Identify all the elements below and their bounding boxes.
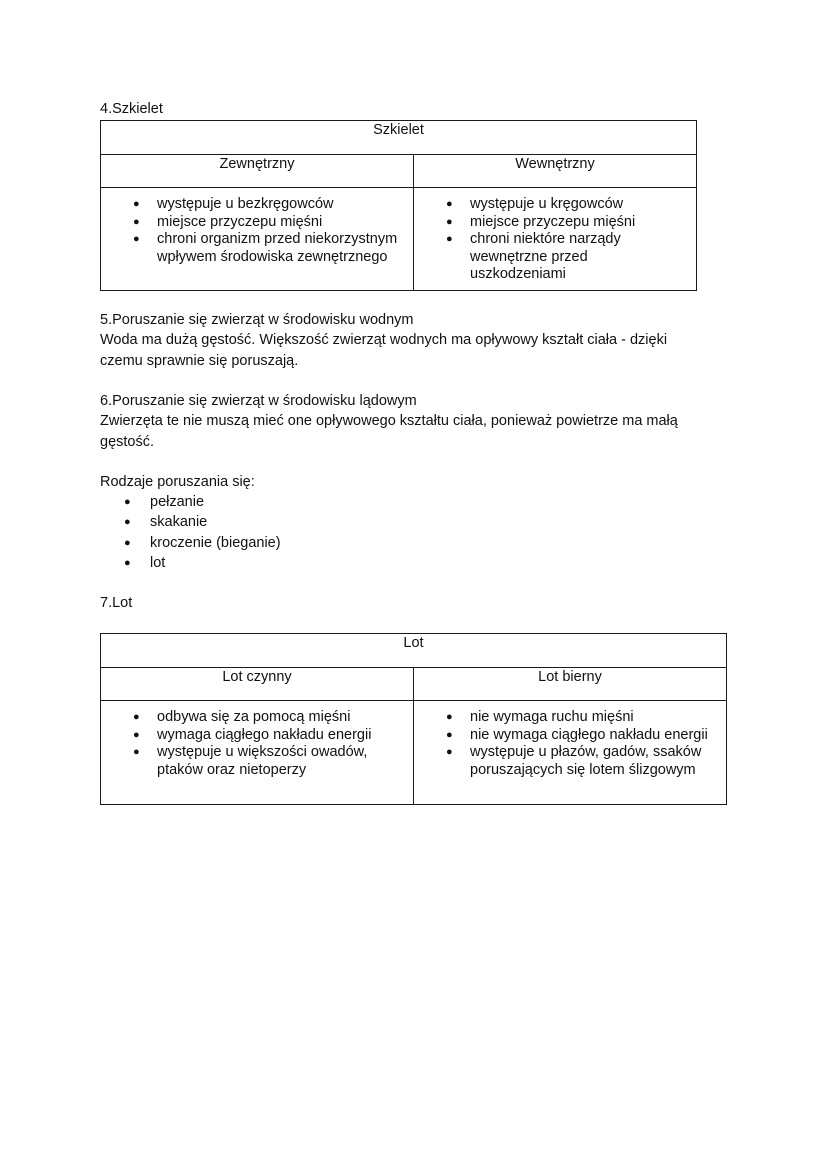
skeleton-col-external-header: Zewnętrzny — [101, 155, 414, 188]
flight-active-cell — [101, 701, 414, 805]
list-item: ● nie wymaga ruchu mięśni — [446, 709, 634, 725]
flight-col-active-header: Lot czynny — [101, 668, 414, 701]
list-item: ● występuje u płazów, gadów, ssaków poruszających się lotem ślizgowym — [446, 744, 702, 778]
list-item: ● miejsce przyczepu mięśni — [133, 213, 323, 230]
list-item: ● skakanie — [124, 514, 208, 531]
skeleton-internal-list — [420, 196, 690, 284]
skeleton-table — [100, 120, 697, 291]
list-item: ● nie wymaga ciągłego nakładu energii — [446, 726, 708, 743]
skeleton-external-cell — [101, 188, 414, 291]
list-item: ● miejsce przyczepu mięśni — [446, 213, 636, 230]
list-item: ● odbywa się za pomocą mięśni — [133, 709, 351, 725]
skeleton-internal-cell — [414, 188, 697, 291]
list-item: ● występuje u większości owadów, ptaków oraz nietoperzy — [133, 744, 368, 778]
skeleton-external-list — [107, 196, 407, 266]
skeleton-table-title: Szkielet — [101, 121, 697, 155]
flight-table — [100, 633, 727, 805]
movement-types-title: Rodzaje poruszania się: — [100, 474, 255, 490]
list-item: ● pełzanie — [124, 494, 205, 510]
flight-table-title: Lot — [101, 634, 727, 668]
list-item: ● lot — [124, 554, 166, 571]
flight-passive-list — [420, 709, 720, 779]
list-item: ● chroni organizm przed niekorzystnym wpływem środowiska zewnętrznego — [133, 231, 398, 265]
section-7-heading: 7.Lot — [100, 595, 133, 611]
section-5-text: Woda ma dużą gęstość. Większość zwierząt wodnych ma opływowy kształt ciała - dzięki czemu sprawnie się poruszają. — [100, 332, 668, 369]
list-item: ● występuje u kręgowców — [446, 196, 624, 212]
list-item: ● kroczenie (bieganie) — [124, 534, 281, 551]
list-item: ● wymaga ciągłego nakładu energii — [133, 726, 372, 743]
skeleton-col-internal-header: Wewnętrzny — [414, 155, 697, 188]
section-6-heading: 6.Poruszanie się zwierząt w środowisku lądowym — [100, 393, 417, 409]
flight-passive-cell — [414, 701, 727, 805]
section-6-text: Zwierzęta te nie muszą mieć one opływowego kształtu ciała, ponieważ powietrze ma małą gęstość. — [100, 413, 678, 450]
section-4-heading: 4.Szkielet — [100, 101, 163, 117]
section-5-heading: 5.Poruszanie się zwierząt w środowisku wodnym — [100, 312, 414, 328]
list-item: ● występuje u bezkręgowców — [133, 196, 334, 212]
movement-types-list — [100, 492, 400, 573]
flight-col-passive-header: Lot bierny — [414, 668, 727, 701]
list-item: ● chroni niektóre narządy wewnętrzne przed uszkodzeniami — [446, 231, 621, 283]
flight-active-list — [107, 709, 407, 779]
